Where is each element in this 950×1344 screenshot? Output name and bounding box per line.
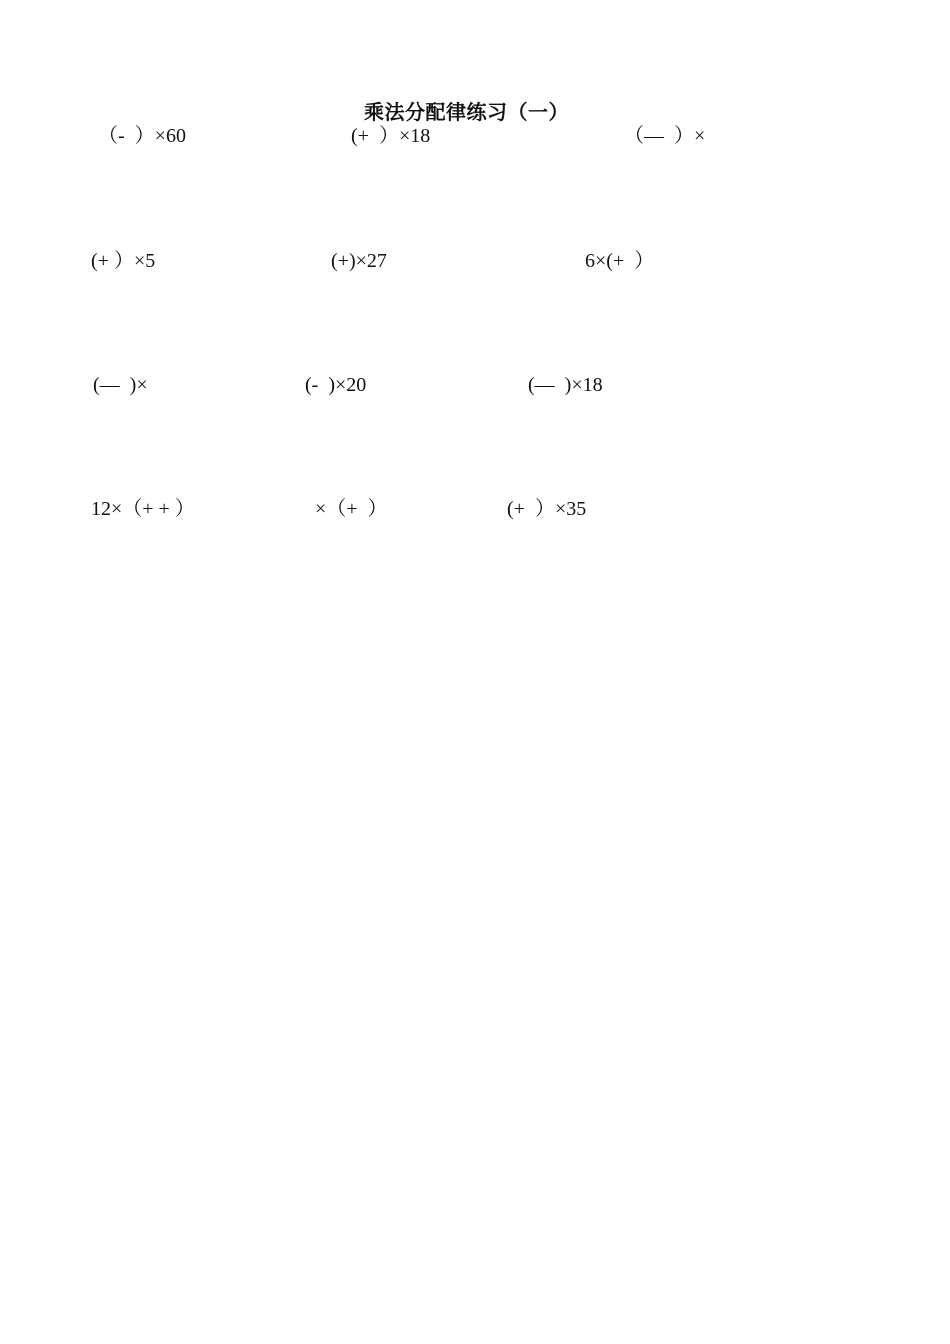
problem-3-2: (- )×20 [305,374,367,396]
problem-2-2: (+)×27 [331,250,387,272]
problem-2-3: 6×(+ ） [585,250,655,272]
problem-2-1: (+ ）×5 [91,250,156,272]
problem-4-3: (+ ）×35 [507,498,587,520]
problem-1-1: （- ）×60 [98,125,186,147]
problem-4-1: 12×（+ + ） [91,498,195,520]
problem-1-3: （— ）× [624,125,706,147]
problem-3-3: (— )×18 [528,374,603,396]
problem-4-2: ×（+ ） [315,498,388,520]
problem-3-1: (— )× [93,374,148,396]
page-title: 乘法分配律练习（一） [364,100,569,124]
problem-1-2: (+ ）×18 [351,125,431,147]
